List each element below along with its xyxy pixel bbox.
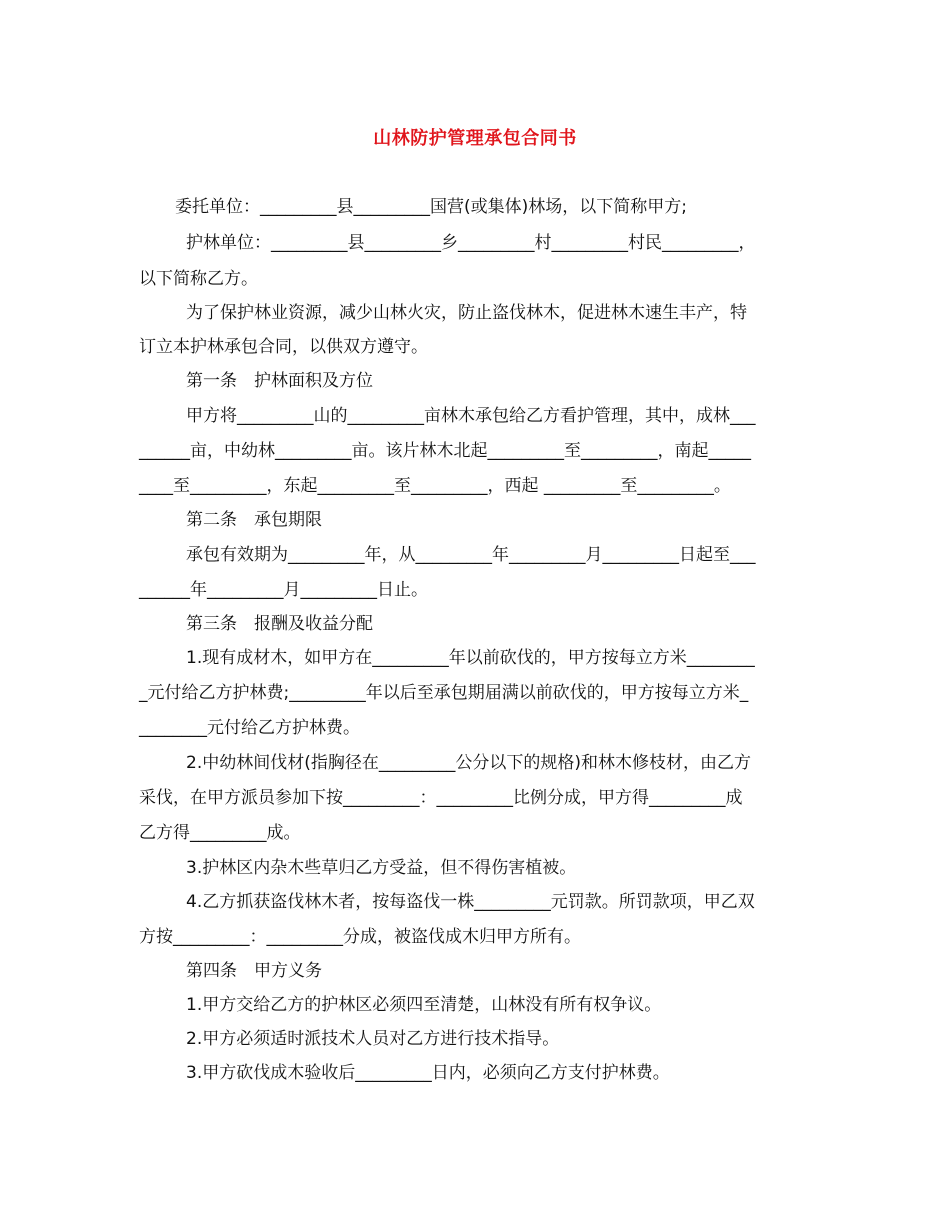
document-title: 山林防护管理承包合同书 xyxy=(373,128,577,149)
section-heading: 第三条 报酬及收益分配 xyxy=(186,614,373,634)
paragraph-line: 订立本护林承包合同，以供双方遵守。 xyxy=(139,337,428,357)
paragraph-line: 4.乙方抓获盗伐林木者，按每盗伐一株_________元罚款。所罚款项，甲乙双 xyxy=(186,892,755,912)
paragraph-line: ______亩，中幼林_________亩。该片林木北起_________至_________，南起_____ xyxy=(139,441,751,461)
paragraph-line: 3.甲方砍伐成木验收后_________日内，必须向乙方支付护林费。 xyxy=(186,1063,670,1083)
section-heading: 第二条 承包期限 xyxy=(186,510,322,530)
paragraph-line: 1.甲方交给乙方的护林区必须四至清楚，山林没有所有权争议。 xyxy=(186,995,662,1015)
section-heading: 第四条 甲方义务 xyxy=(186,961,322,981)
paragraph-line: 委托单位：_________县_________国营(或集体)林场，以下简称甲方; xyxy=(175,197,687,217)
paragraph-line: 2.中幼林间伐材(指胸径在_________公分以下的规格)和林木修枝材，由乙方 xyxy=(186,753,751,773)
section-heading: 第一条 护林面积及方位 xyxy=(186,371,373,391)
paragraph-line: 甲方将_________山的_________亩林木承包给乙方看护管理，其中，成林___ xyxy=(186,406,756,426)
paragraph-line: ____至_________，东起_________至_________，西起 _________至_________。 xyxy=(139,476,731,496)
paragraph-line: 2.甲方必须适时派技术人员对乙方进行技术指导。 xyxy=(186,1029,560,1049)
paragraph-line: 方按_________：_________分成，被盗伐成木归甲方所有。 xyxy=(139,927,581,947)
paragraph-line: _元付给乙方护林费;_________年以后至承包期届满以前砍伐的，甲方按每立方米_ xyxy=(139,683,749,703)
paragraph-line: 护林单位：_________县_________乡_________村_________村民_________， xyxy=(186,233,756,253)
paragraph-line: 以下简称乙方。 xyxy=(139,269,258,289)
paragraph-line: 1.现有成材木，如甲方在_________年以前砍伐的，甲方按每立方米________ xyxy=(186,648,755,668)
paragraph-line: 承包有效期为_________年，从_________年_________月_________日起至___ xyxy=(186,545,756,565)
paragraph-line: 为了保护林业资源，减少山林火灾，防止盗伐林木，促进林木速生丰产，特 xyxy=(186,303,747,323)
paragraph-line: 3.护林区内杂木些草归乙方受益，但不得伤害植被。 xyxy=(186,858,577,878)
paragraph-line: ______年_________月_________日止。 xyxy=(139,580,428,600)
paragraph-line: ________元付给乙方护林费。 xyxy=(139,718,360,738)
paragraph-line: 乙方得_________成。 xyxy=(139,823,301,843)
paragraph-line: 采伐，在甲方派员参加下按_________：_________比例分成，甲方得_________成 xyxy=(139,788,743,808)
